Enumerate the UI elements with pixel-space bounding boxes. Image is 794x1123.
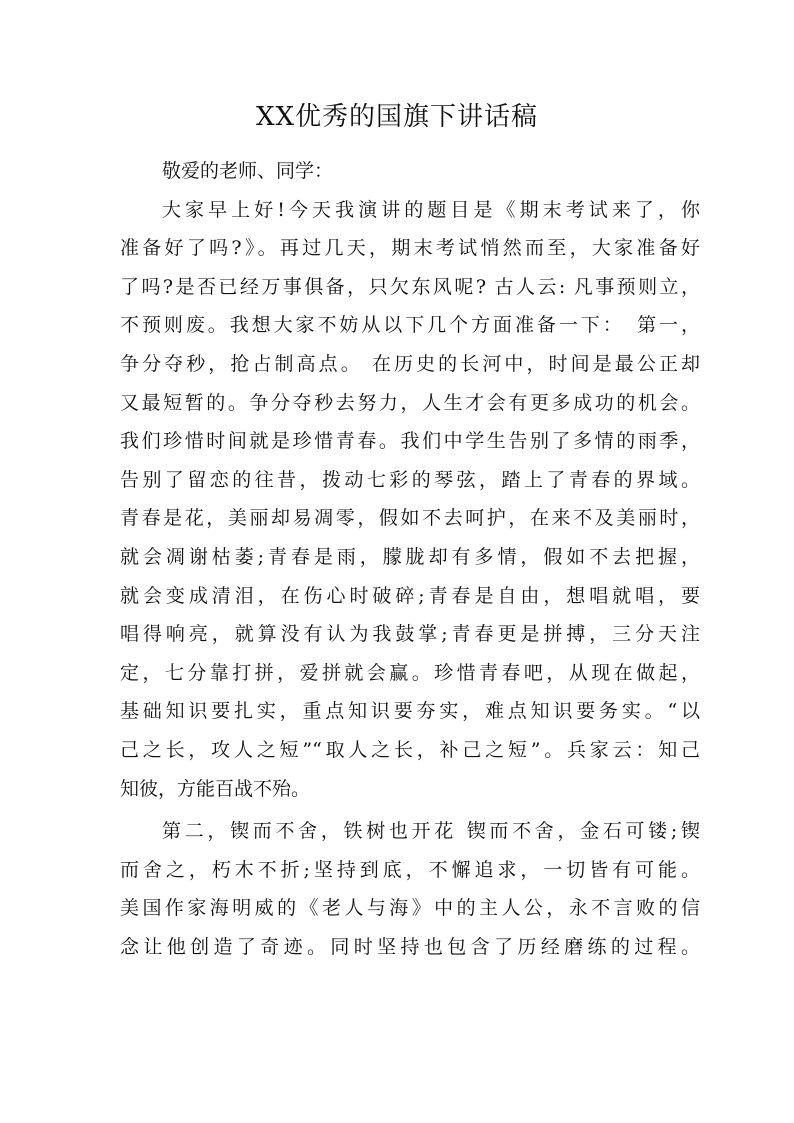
body-line: 念让他创造了奇迹。同时坚持也包含了历经磨练的过程。: [120, 935, 700, 958]
body-line: 准备好了吗?》。再过几天，期末考试悄然而至，大家准备好: [120, 237, 700, 260]
body-line: 告别了留恋的往昔，拨动七彩的琴弦，踏上了青春的界域。: [120, 468, 700, 491]
body-line: 不预则废。我想大家不妨从以下几个方面准备一下： 第一，: [120, 314, 700, 337]
body-line: 知彼，方能百战不殆。: [120, 777, 311, 800]
body-line: 青春是花，美丽却易凋零，假如不去呵护，在来不及美丽时，: [120, 507, 700, 530]
body-line: 又最短暂的。争分夺秒去努力，人生才会有更多成功的机会。: [120, 391, 700, 414]
body-line: 争分夺秒，抢占制高点。 在历史的长河中，时间是最公正却: [120, 352, 700, 375]
body-line: 大家早上好!今天我演讲的题目是《期末考试来了，你: [162, 198, 700, 221]
body-line: 美国作家海明威的《老人与海》中的主人公，永不言败的信: [120, 897, 700, 920]
document-title: XX优秀的国旗下讲话稿: [255, 102, 539, 132]
body-line: 了吗?是否已经万事俱备，只欠东风呢? 古人云: 凡事预则立，: [120, 275, 700, 298]
body-line: 就会凋谢枯萎;青春是雨，朦胧却有多情，假如不去把握，: [120, 545, 700, 568]
body-line: 就会变成清泪，在伤心时破碎;青春是自由，想唱就唱，要: [120, 584, 700, 607]
body-line: 而舍之，朽木不折;坚持到底，不懈追求，一切皆有可能。: [120, 858, 700, 881]
body-line: 己之长，攻人之短”“取人之长，补己之短”。兵家云：知己: [120, 738, 700, 761]
document-body: [120, 152, 700, 966]
body-line: 我们珍惜时间就是珍惜青春。我们中学生告别了多情的雨季，: [120, 430, 700, 453]
body-line: 唱得响亮，就算没有认为我鼓掌;青春更是拼搏，三分天注: [120, 623, 700, 646]
salutation-line: 敬爱的老师、同学：: [162, 160, 334, 182]
body-line: 基础知识要扎实，重点知识要夯实，难点知识要务实。“以: [120, 700, 700, 723]
body-line: 第二，锲而不舍，铁树也开花 锲而不舍，金石可镂;锲: [162, 820, 700, 843]
body-line: 定，七分靠打拼，爱拼就会赢。珍惜青春吧，从现在做起，: [120, 661, 700, 684]
